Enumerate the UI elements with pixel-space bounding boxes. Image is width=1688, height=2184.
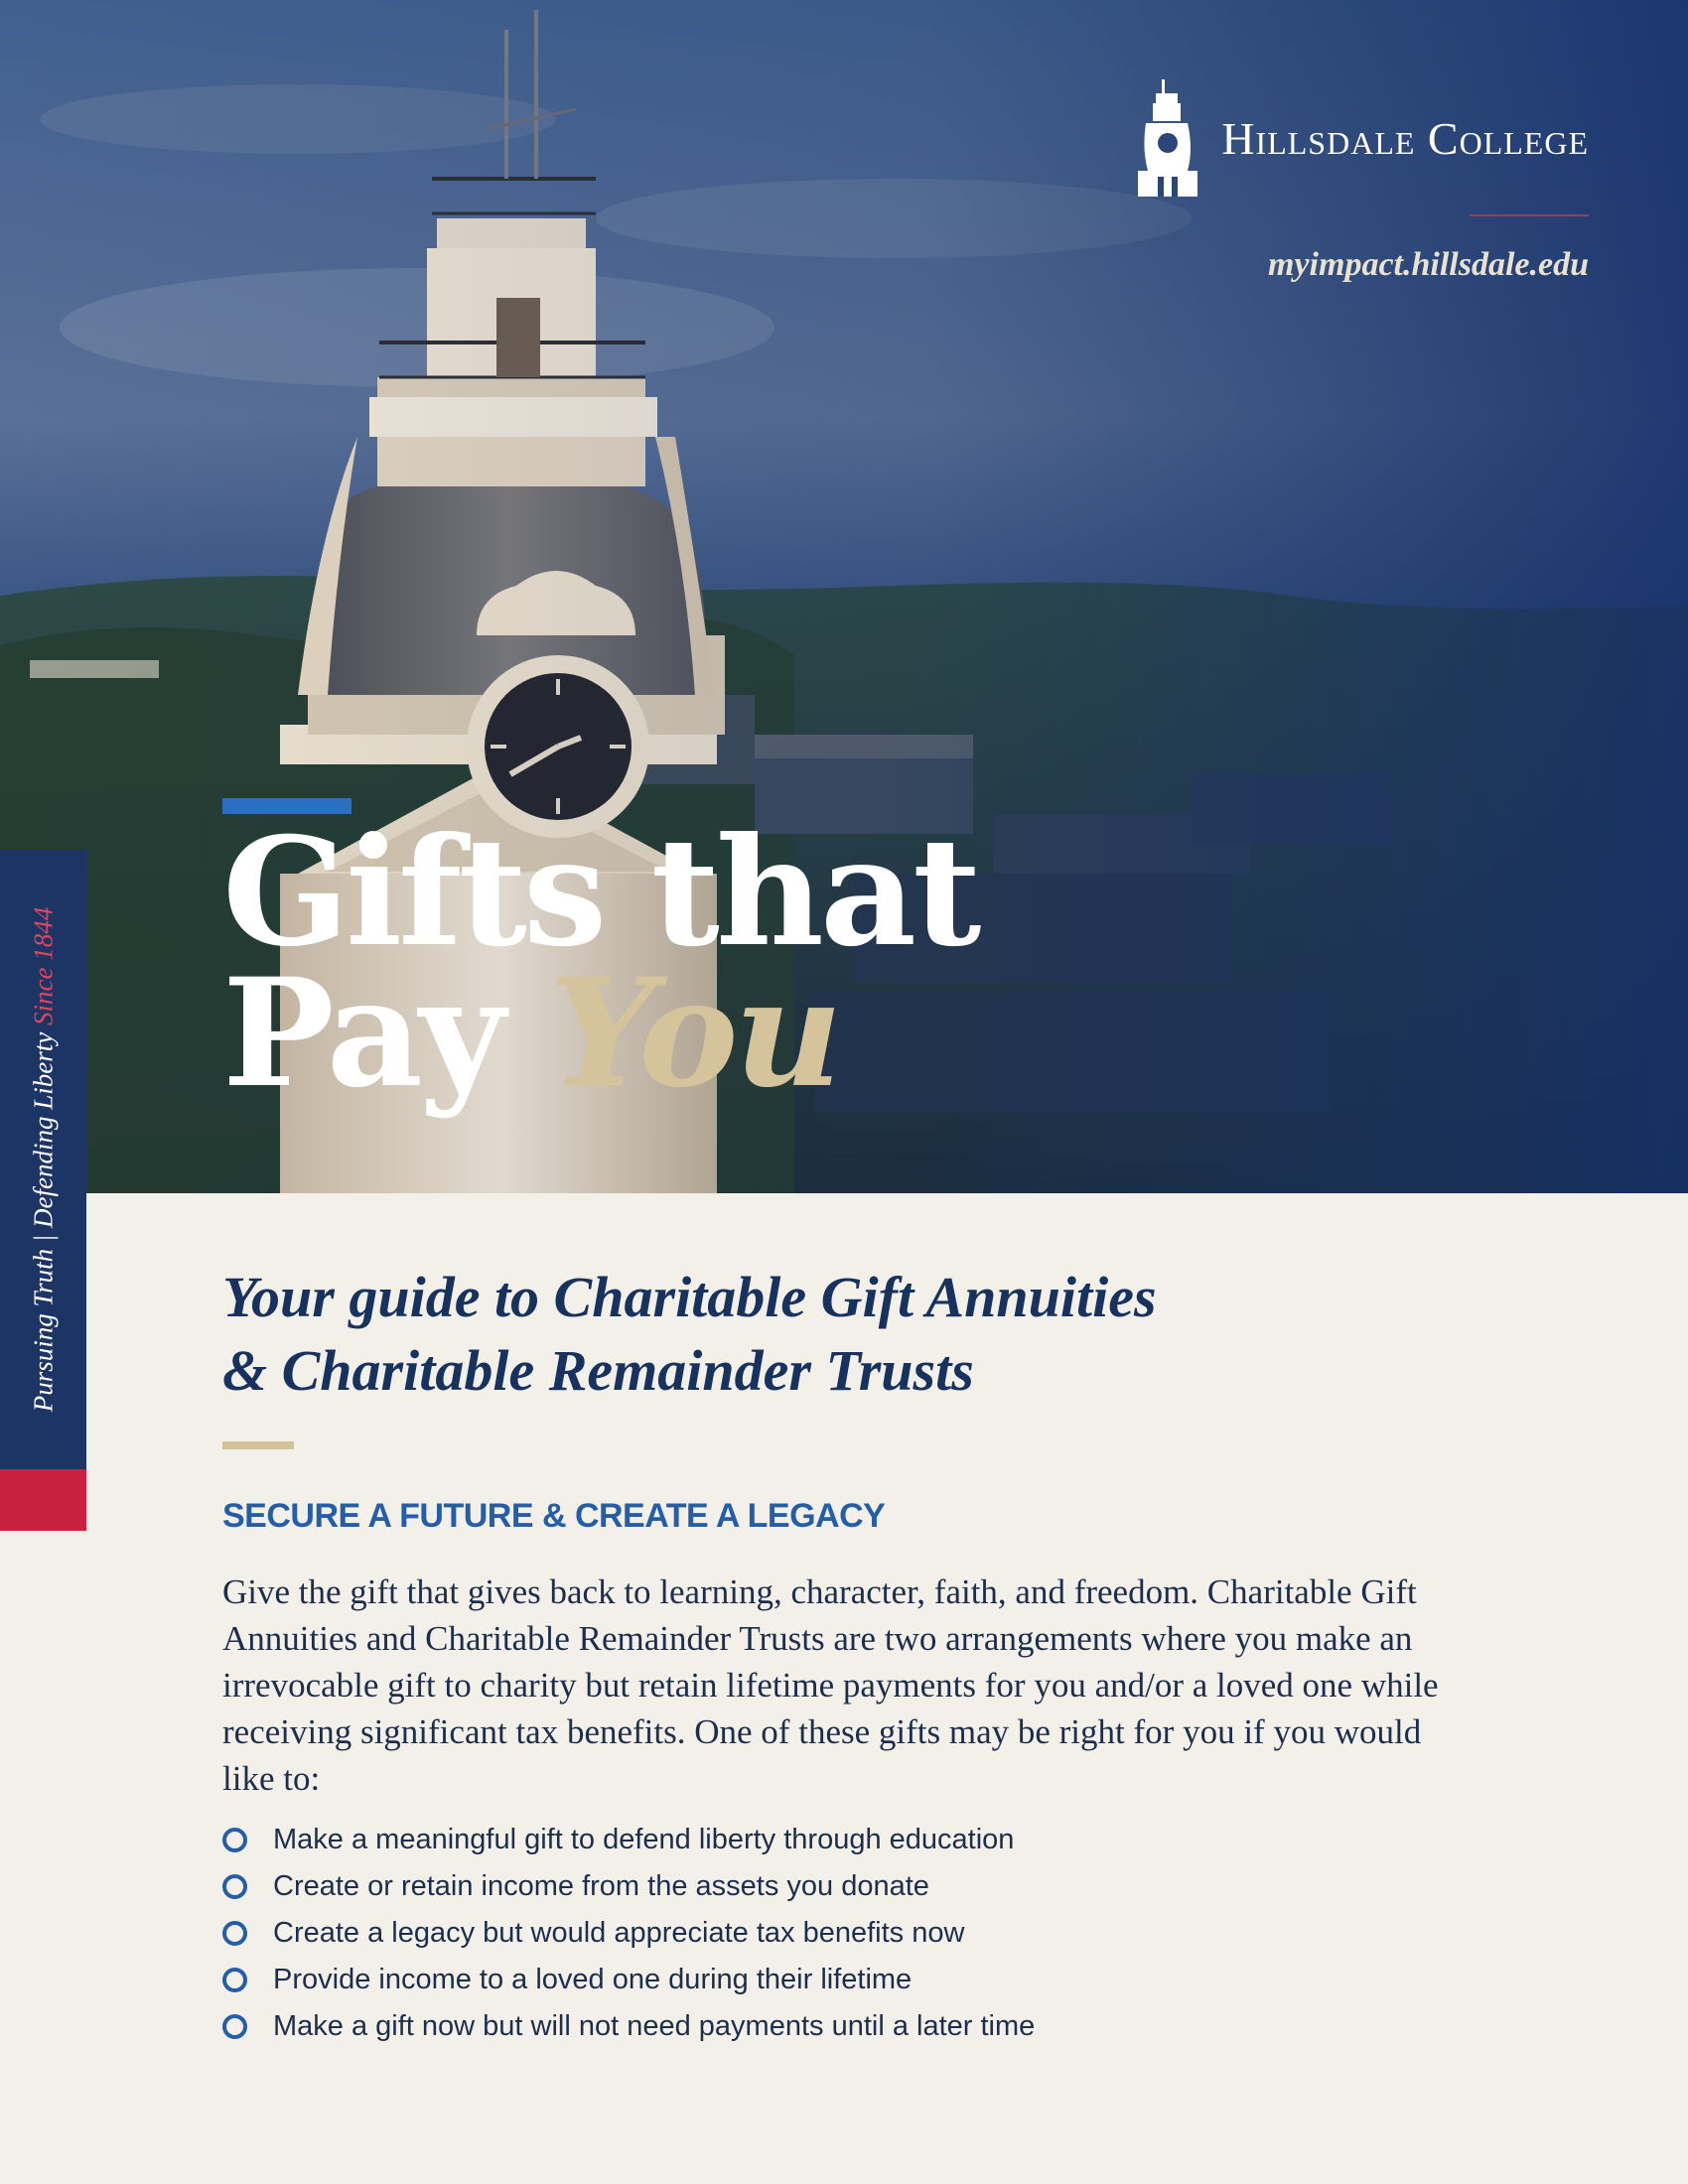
hero-title bbox=[222, 805, 978, 1121]
circle-bullet-icon bbox=[222, 1921, 247, 1946]
list-item bbox=[222, 1863, 1035, 1910]
gold-divider bbox=[222, 1441, 294, 1449]
tagline-part-1: Pursuing Truth | Defending Liberty bbox=[28, 1025, 59, 1413]
brand-divider bbox=[1470, 214, 1589, 216]
list-item-text: Provide income to a loved one during their lifetime bbox=[273, 1964, 913, 1995]
guide-subtitle bbox=[222, 1261, 1513, 1408]
tagline-part-2: Since 1844 bbox=[28, 906, 59, 1026]
circle-bullet-icon bbox=[222, 2014, 247, 2039]
list-item bbox=[222, 2003, 1035, 2050]
brand-block bbox=[1033, 79, 1589, 284]
subtitle-line-2: & Charitable Remainder Trusts bbox=[222, 1338, 974, 1403]
title-line-2-accent: You bbox=[549, 946, 839, 1121]
list-item bbox=[222, 1957, 1035, 2003]
section-heading: SECURE A FUTURE & CREATE A LEGACY bbox=[222, 1497, 886, 1535]
benefits-list bbox=[222, 1817, 1035, 2050]
side-tab-red-block bbox=[0, 1469, 86, 1531]
list-item-text: Make a meaningful gift to defend liberty through education bbox=[273, 1824, 1015, 1855]
circle-bullet-icon bbox=[222, 1828, 247, 1852]
intro-paragraph: Give the gift that gives back to learning, character, faith, and freedom. Charitable Gift Annuities and Charitable Remainder Trusts are two arrangements where you make an irrevocable gift to charity but retain lifetime payments for you and/or a loved one while receiving significant tax benefits. One of these gifts may be right for you if you would like to: bbox=[222, 1572, 1439, 1798]
circle-bullet-icon bbox=[222, 1968, 247, 1992]
tower-logo-icon bbox=[1128, 79, 1207, 197]
list-item-text: Make a gift now but will not need payments until a later time bbox=[273, 2010, 1036, 2042]
side-tagline bbox=[29, 907, 60, 1412]
subtitle-line-1: Your guide to Charitable Gift Annuities bbox=[222, 1265, 1157, 1329]
list-item bbox=[222, 1817, 1035, 1863]
website-url[interactable]: myimpact.hillsdale.edu bbox=[1268, 246, 1589, 283]
list-item-text: Create a legacy but would appreciate tax benefits now bbox=[273, 1917, 965, 1949]
circle-bullet-icon bbox=[222, 1874, 247, 1899]
list-item-text: Create or retain income from the assets you donate bbox=[273, 1870, 929, 1902]
brand-name: Hillsdale College bbox=[1221, 112, 1589, 164]
title-line-1: Gifts that bbox=[222, 805, 978, 980]
list-item bbox=[222, 1910, 1035, 1957]
title-line-2-plain: Pay bbox=[222, 946, 550, 1121]
